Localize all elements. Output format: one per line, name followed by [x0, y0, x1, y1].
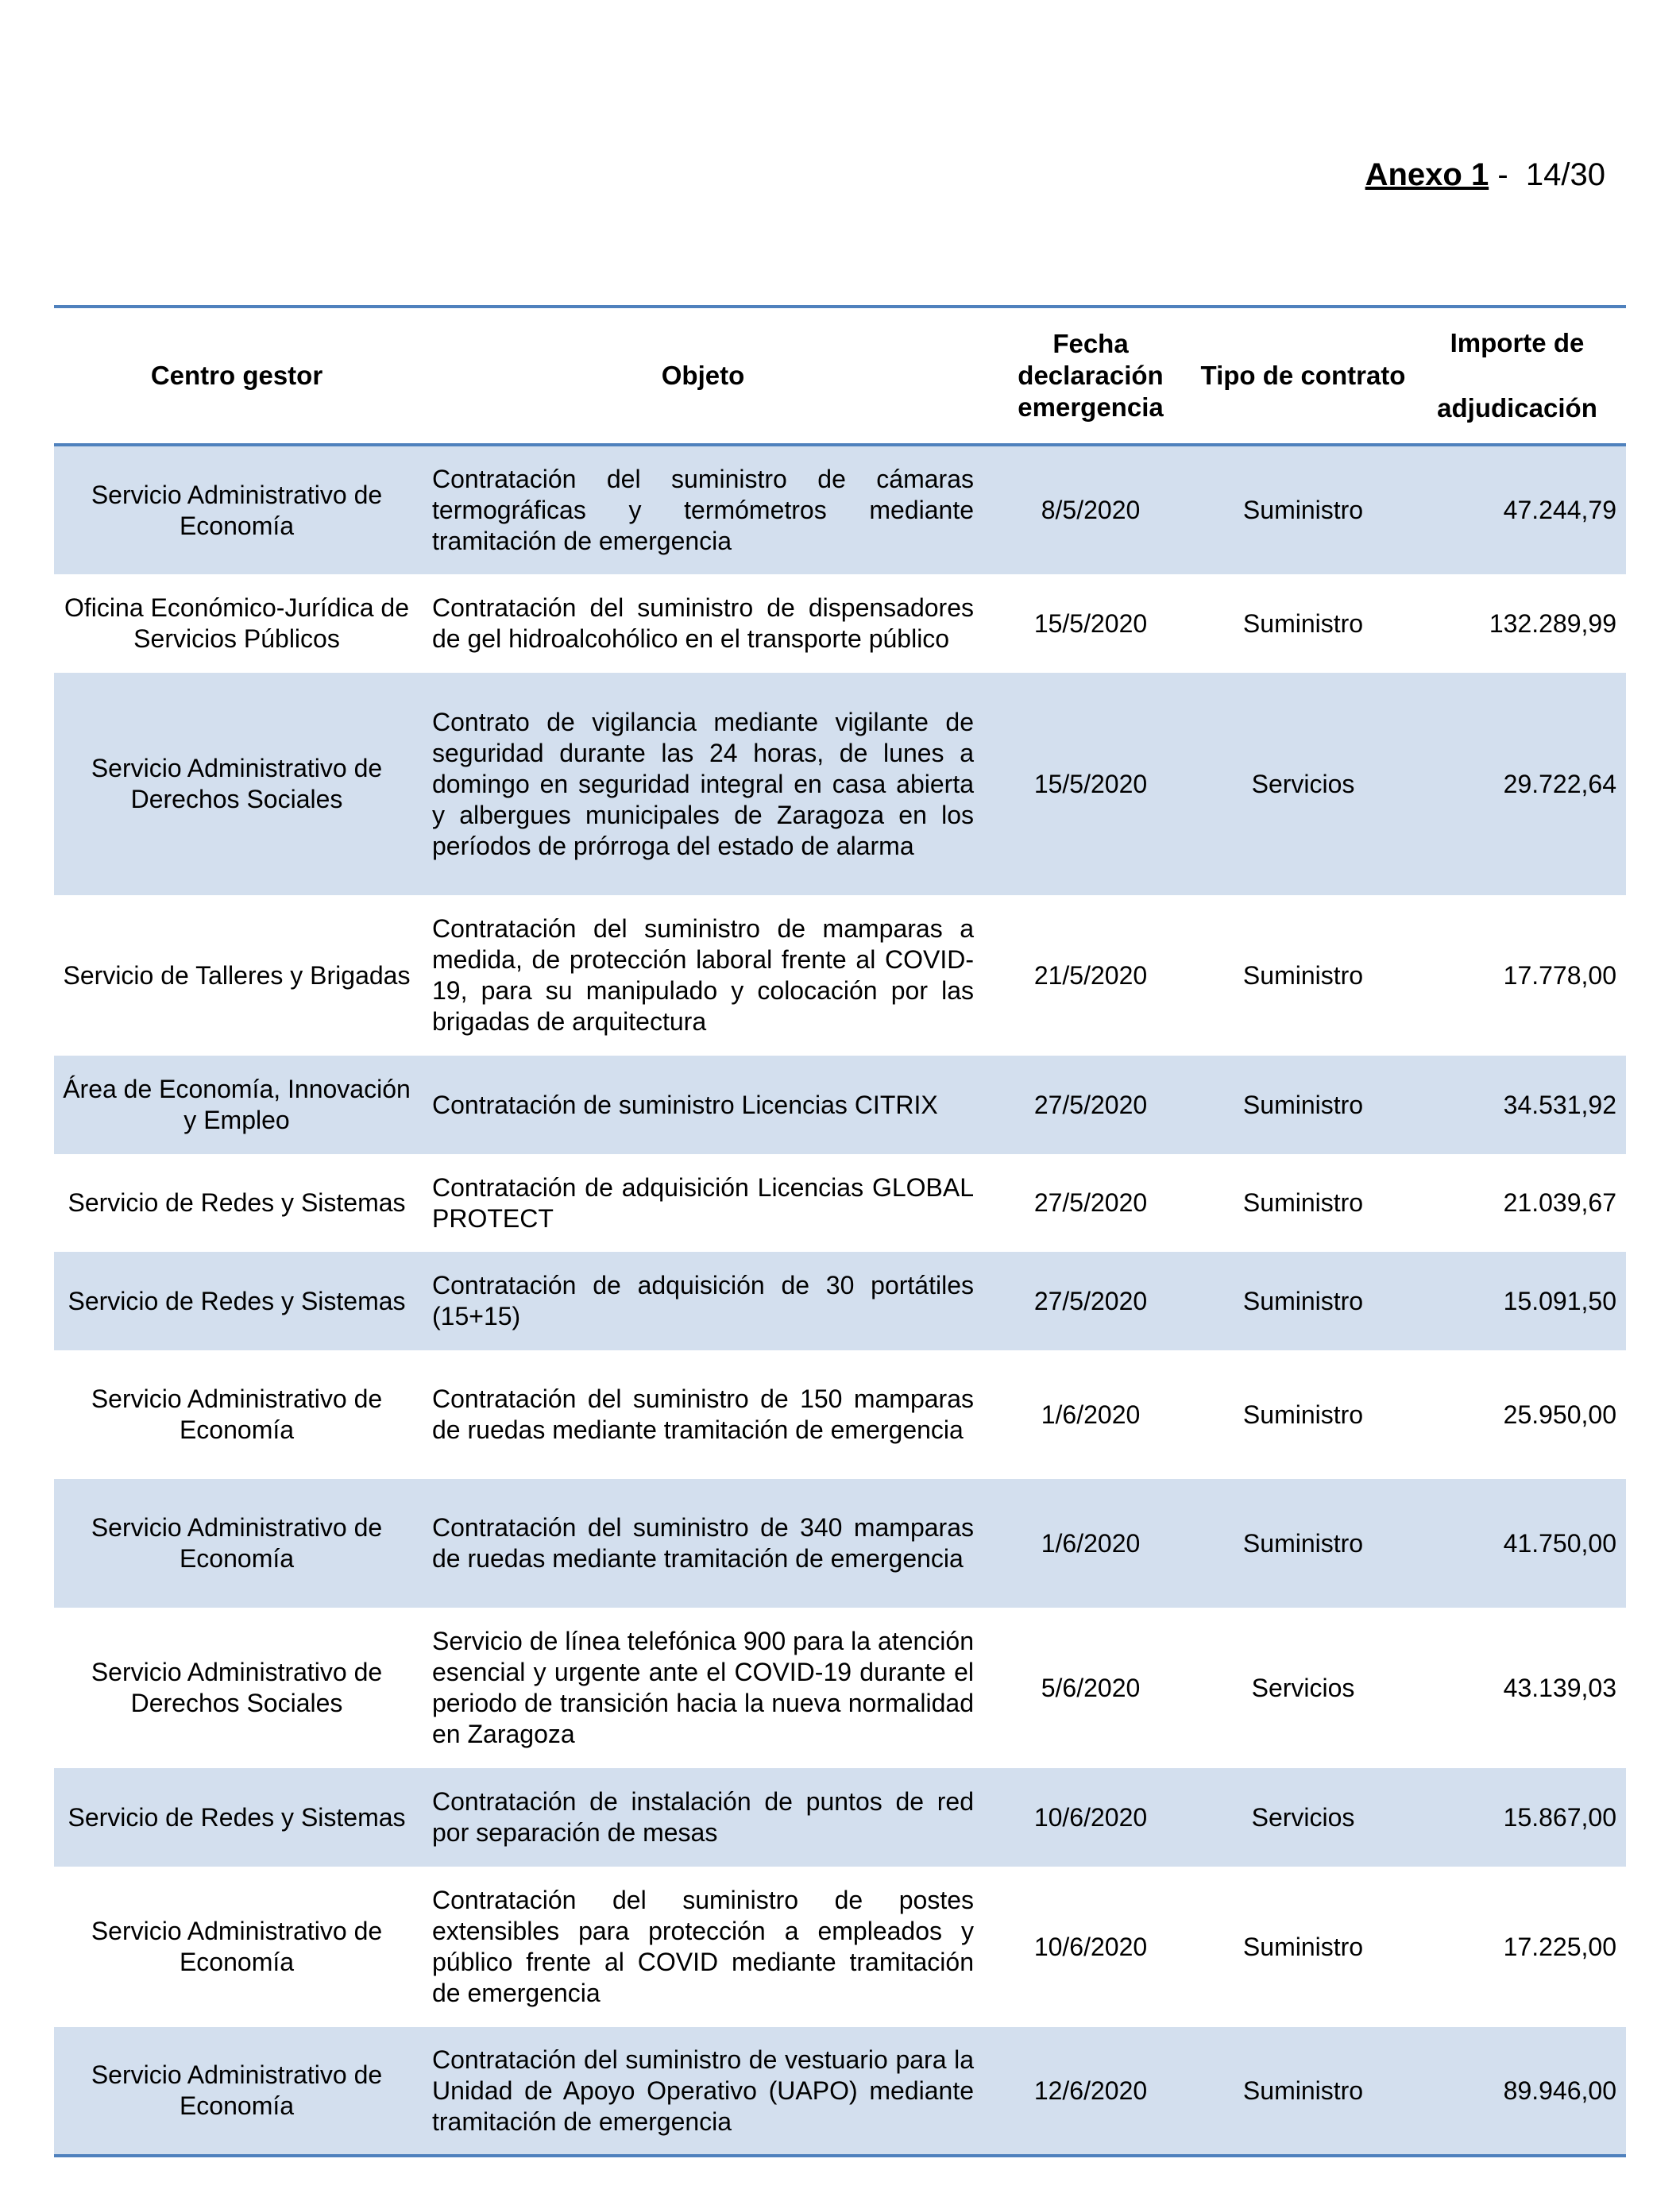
cell-centro-gestor: Oficina Económico-Jurídica de Servicios Públicos	[64, 593, 409, 653]
cell-objeto: Contratación del suministro de postes extensibles para protección a empleados y público frente al COVID mediante tramitación de emergencia	[432, 1886, 974, 2007]
table-row	[54, 895, 1626, 1056]
cell-tipo: Servicios	[1251, 769, 1355, 798]
cell-centro-gestor: Servicio Administrativo de Economía	[91, 1513, 383, 1573]
cell-objeto: Contratación de adquisición Licencias GLOBAL PROTECT	[432, 1172, 974, 1233]
cell-tipo: Suministro	[1242, 496, 1364, 524]
cell-objeto: Contratación de instalación de puntos de red por separación de mesas	[432, 1787, 974, 1847]
cell-tipo: Suministro	[1242, 1932, 1364, 1961]
header-fecha: Fecha declaración emergencia	[1018, 329, 1164, 422]
table-row	[54, 2027, 1626, 2154]
cell-objeto: Contratación del suministro de mamparas a medida, de protección laboral frente al COVID-19, para su manipulado y colocación por las brigadas de arquitectura	[432, 914, 974, 1036]
table-row	[54, 1867, 1626, 2027]
page-number: 14/30	[1525, 157, 1605, 192]
cell-fecha: 27/5/2020	[1033, 1090, 1148, 1119]
cell-centro-gestor: Servicio de Redes y Sistemas	[68, 1188, 406, 1217]
cell-fecha: 27/5/2020	[1033, 1286, 1148, 1315]
table-row	[54, 1768, 1626, 1867]
cell-centro-gestor: Servicio Administrativo de Economía	[91, 2060, 383, 2120]
table-row	[54, 673, 1626, 895]
cell-fecha: 1/6/2020	[1041, 1528, 1141, 1558]
table-row	[54, 1056, 1626, 1154]
cell-importe: 89.946,00	[1503, 2076, 1616, 2105]
cell-centro-gestor: Servicio de Talleres y Brigadas	[63, 960, 411, 990]
cell-centro-gestor: Servicio Administrativo de Derechos Sociales	[91, 1658, 383, 1717]
cell-objeto: Contrato de vigilancia mediante vigilante de seguridad durante las 24 horas, de lunes a domingo en seguridad integral en casa abierta y albergues municipales de Zaragoza en los períodos de prórroga del estado de alarma	[432, 707, 974, 860]
annex-separator: -	[1489, 157, 1526, 192]
cell-tipo: Servicios	[1251, 1802, 1355, 1832]
cell-importe: 34.531,92	[1503, 1090, 1616, 1119]
cell-objeto: Contratación del suministro de vestuario para la Unidad de Apoyo Operativo (UAPO) mediante tramitación de emergencia	[432, 2045, 974, 2136]
cell-importe: 47.244,79	[1503, 496, 1616, 524]
cell-fecha: 10/6/2020	[1033, 1802, 1148, 1832]
cell-tipo: Suministro	[1242, 608, 1364, 638]
header-importe-line1: Importe de	[1450, 328, 1585, 357]
cell-fecha: 5/6/2020	[1041, 1673, 1141, 1702]
cell-importe: 21.039,67	[1503, 1188, 1616, 1217]
cell-fecha: 12/6/2020	[1033, 2076, 1148, 2105]
cell-objeto: Contratación del suministro de dispensadores de gel hidroalcohólico en el transporte público	[432, 593, 974, 653]
table-row	[54, 1154, 1626, 1252]
annex-header	[1365, 157, 1605, 193]
cell-fecha: 10/6/2020	[1033, 1932, 1148, 1961]
cell-centro-gestor: Área de Economía, Innovación y Empleo	[63, 1075, 411, 1134]
table-row	[54, 1252, 1626, 1350]
cell-importe: 41.750,00	[1503, 1528, 1616, 1558]
annex-title: Anexo 1	[1365, 157, 1489, 192]
cell-centro-gestor: Servicio Administrativo de Economía	[91, 1917, 383, 1976]
table-row	[54, 1479, 1626, 1608]
cell-importe: 43.139,03	[1503, 1673, 1616, 1702]
cell-importe: 25.950,00	[1503, 1400, 1616, 1429]
table-row	[54, 574, 1626, 673]
cell-fecha: 15/5/2020	[1033, 769, 1148, 798]
cell-tipo: Servicios	[1251, 1673, 1355, 1702]
cell-fecha: 1/6/2020	[1041, 1400, 1141, 1429]
cell-fecha: 21/5/2020	[1033, 960, 1148, 990]
table-row	[54, 1350, 1626, 1479]
table-header-row	[54, 308, 1626, 446]
cell-centro-gestor: Servicio Administrativo de Economía	[91, 1384, 383, 1444]
cell-tipo: Suministro	[1242, 1188, 1364, 1217]
cell-objeto: Contratación de suministro Licencias CITRIX	[432, 1090, 938, 1119]
cell-centro-gestor: Servicio de Redes y Sistemas	[68, 1286, 406, 1315]
cell-tipo: Suministro	[1242, 1400, 1364, 1429]
cell-importe: 17.225,00	[1503, 1932, 1616, 1961]
cell-tipo: Suministro	[1242, 2076, 1364, 2105]
cell-objeto: Contratación del suministro de 150 mamparas de ruedas mediante tramitación de emergencia	[432, 1384, 974, 1444]
cell-tipo: Suministro	[1242, 1090, 1364, 1119]
contracts-table	[54, 305, 1626, 2157]
cell-tipo: Suministro	[1242, 960, 1364, 990]
header-tipo-contrato: Tipo de contrato	[1200, 361, 1406, 390]
cell-objeto: Servicio de línea telefónica 900 para la atención esencial y urgente ante el COVID-19 durante el periodo de transición hacia la nueva normalidad en Zaragoza	[432, 1627, 974, 1748]
header-importe-line2: adjudicación	[1437, 393, 1597, 423]
header-objeto: Objeto	[661, 361, 745, 390]
cell-fecha: 8/5/2020	[1041, 496, 1141, 524]
cell-centro-gestor: Servicio Administrativo de Economía	[91, 480, 383, 540]
cell-objeto: Contratación del suministro de 340 mamparas de ruedas mediante tramitación de emergencia	[432, 1513, 974, 1573]
cell-importe: 132.289,99	[1489, 608, 1616, 638]
cell-objeto: Contratación de adquisición de 30 portátiles (15+15)	[432, 1271, 974, 1330]
table-row	[54, 1608, 1626, 1768]
cell-centro-gestor: Servicio Administrativo de Derechos Sociales	[91, 754, 383, 813]
cell-objeto: Contratación del suministro de cámaras termográficas y termómetros mediante tramitación de emergencia	[432, 465, 974, 555]
cell-importe: 15.867,00	[1503, 1802, 1616, 1832]
cell-tipo: Suministro	[1242, 1286, 1364, 1315]
table-row	[54, 446, 1626, 574]
cell-centro-gestor: Servicio de Redes y Sistemas	[68, 1802, 406, 1832]
header-centro-gestor: Centro gestor	[150, 361, 323, 390]
cell-importe: 15.091,50	[1503, 1286, 1616, 1315]
cell-importe: 17.778,00	[1503, 960, 1616, 990]
cell-importe: 29.722,64	[1503, 769, 1616, 798]
cell-tipo: Suministro	[1242, 1528, 1364, 1558]
cell-fecha: 15/5/2020	[1033, 608, 1148, 638]
header-importe	[1408, 327, 1626, 424]
cell-fecha: 27/5/2020	[1033, 1188, 1148, 1217]
